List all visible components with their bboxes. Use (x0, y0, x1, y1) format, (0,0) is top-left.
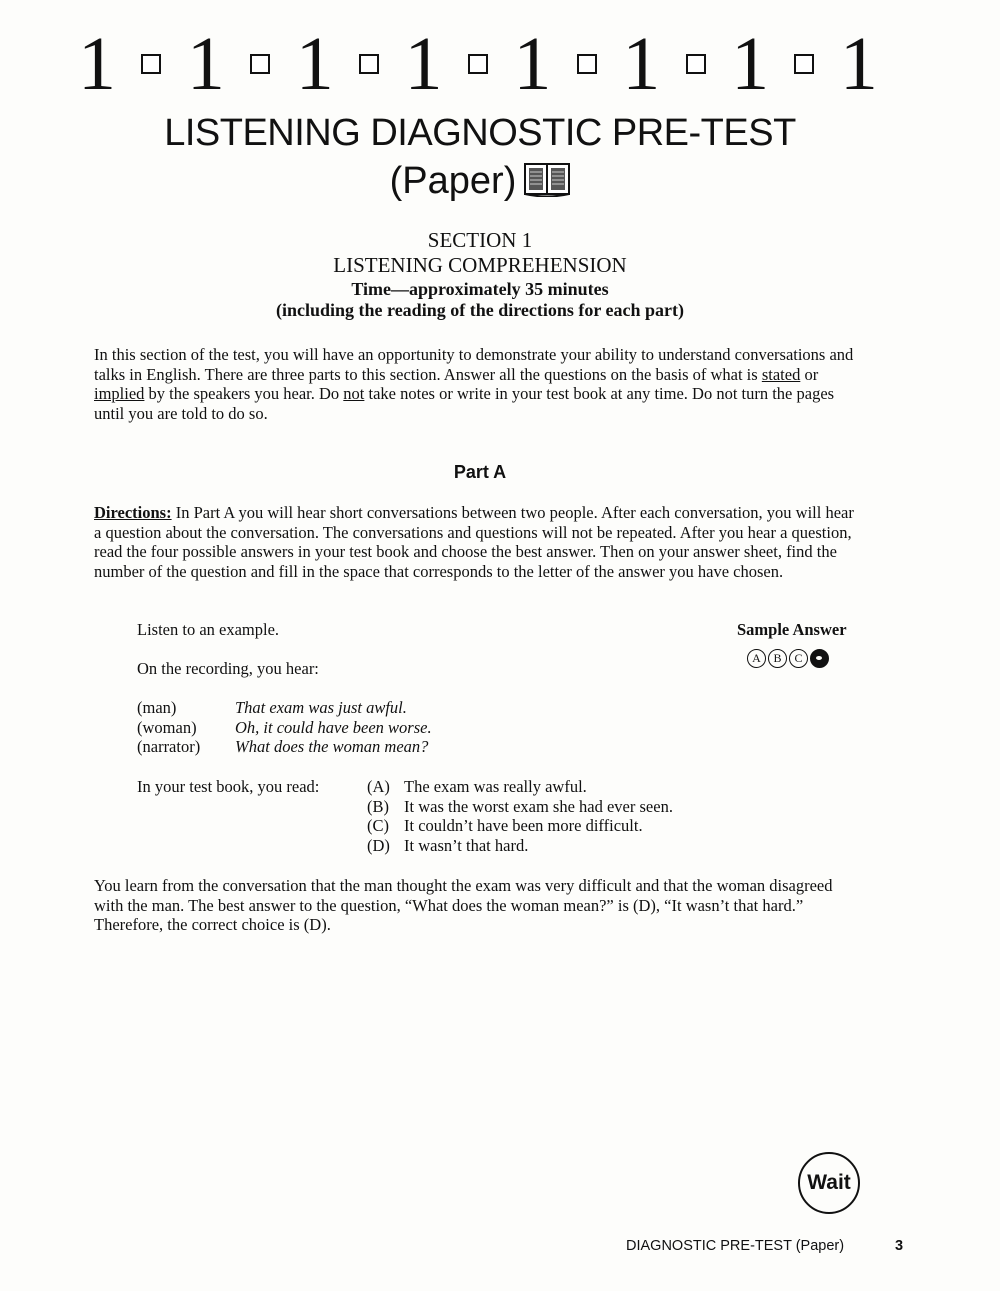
intro-text: or (800, 364, 819, 384)
option-letter: (C) (367, 816, 389, 835)
section-digit: 1 (78, 22, 116, 106)
section-name: LISTENING COMPREHENSION (333, 253, 627, 277)
emphasis-stated: stated (761, 364, 801, 384)
option-text: It was the worst exam she had ever seen. (404, 797, 673, 816)
sample-answer-bubbles (747, 649, 829, 668)
section-time-note: (including the reading of the directions for each part) (276, 300, 684, 320)
option-text: The exam was really awful. (404, 777, 587, 796)
section-digit: 1 (622, 22, 661, 106)
example-intro: Listen to an example. (137, 620, 280, 639)
section-digit: 1 (186, 22, 225, 106)
dialogue-line (137, 737, 428, 757)
speaker: (woman) (137, 718, 197, 737)
page-subtitle (0, 160, 960, 207)
dialogue-text: What does the woman mean? (235, 737, 429, 756)
section-time: Time—approximately 35 minutes (351, 279, 609, 299)
box-icon (794, 54, 814, 74)
part-heading: Part A (453, 462, 507, 482)
answer-bubble-c: C (789, 649, 808, 668)
box-icon (359, 54, 379, 74)
dialogue-line (137, 718, 432, 738)
box-icon (577, 54, 597, 74)
page-number: 3 (895, 1238, 904, 1254)
section-digit: 1 (839, 22, 878, 106)
book-icon (524, 161, 570, 207)
dialogue-line (137, 698, 407, 718)
answer-option (367, 836, 528, 856)
box-icon (250, 54, 270, 74)
option-letter: (B) (367, 797, 389, 816)
box-icon (468, 54, 488, 74)
directions-label: Directions: (94, 503, 172, 522)
section-marker-row (78, 24, 878, 104)
box-icon (686, 54, 706, 74)
option-letter: (A) (367, 777, 390, 796)
directions-text: In Part A you will hear short conversations between two people. After each conversation, you will hear a question about the conversation. The conversations and questions will not be repeated. After you hear a question, read the four possible answers in your test book and choose the best answer. Then on your answer sheet, find the number of the question and fill in the space that corresponds to the letter of the answer you have chosen. (94, 503, 854, 581)
explanation-paragraph: You learn from the conversation that the man thought the exam was very difficult and that the woman disagreed with the man. The best answer to the question, “What does the woman mean?” is (D), “It wasn’t that hard.” Therefore, the correct choice is (D). (94, 876, 833, 935)
wait-badge: Wait (798, 1152, 860, 1214)
answer-option (367, 797, 673, 817)
answer-bubble-b: B (768, 649, 787, 668)
emphasis-implied: implied (94, 384, 145, 404)
intro-text: In this section of the test, you will have an opportunity to demonstrate your ability to understand conversations and talks in English. There are three parts to this section. Answer all the questions on the basis of what is (94, 345, 854, 384)
answer-bubble-a: A (747, 649, 766, 668)
intro-text: by the speakers you hear. Do (144, 384, 344, 404)
dialogue-text: That exam was just awful. (235, 698, 407, 717)
answer-bubble-d-filled (810, 649, 829, 668)
sample-answer-label: Sample Answer (737, 620, 847, 639)
section-digit: 1 (295, 22, 334, 106)
directions-paragraph (94, 503, 864, 581)
footer-title: DIAGNOSTIC PRE-TEST (Paper) (626, 1238, 845, 1254)
option-letter: (D) (367, 836, 390, 855)
dialogue-text: Oh, it could have been worse. (235, 718, 432, 737)
emphasis-not: not (343, 384, 365, 404)
box-icon (141, 54, 161, 74)
page-title: LISTENING DIAGNOSTIC PRE-TEST (164, 112, 796, 154)
section-digit: 1 (513, 22, 552, 106)
section-number: SECTION 1 (427, 228, 533, 252)
test-book-label: In your test book, you read: (137, 777, 320, 796)
subtitle-text: (Paper) (389, 160, 517, 202)
speaker: (narrator) (137, 737, 201, 756)
recording-label: On the recording, you hear: (137, 659, 319, 678)
speaker: (man) (137, 698, 177, 717)
intro-paragraph (94, 345, 864, 423)
option-text: It couldn’t have been more difficult. (404, 816, 643, 835)
intro-text: take notes or write in your test book at any time. Do not turn the pages until you are told to do so. (94, 384, 835, 423)
answer-option (367, 816, 643, 836)
option-text: It wasn’t that hard. (404, 836, 529, 855)
answer-option (367, 777, 587, 797)
section-digit: 1 (404, 22, 443, 106)
section-digit: 1 (731, 22, 770, 106)
